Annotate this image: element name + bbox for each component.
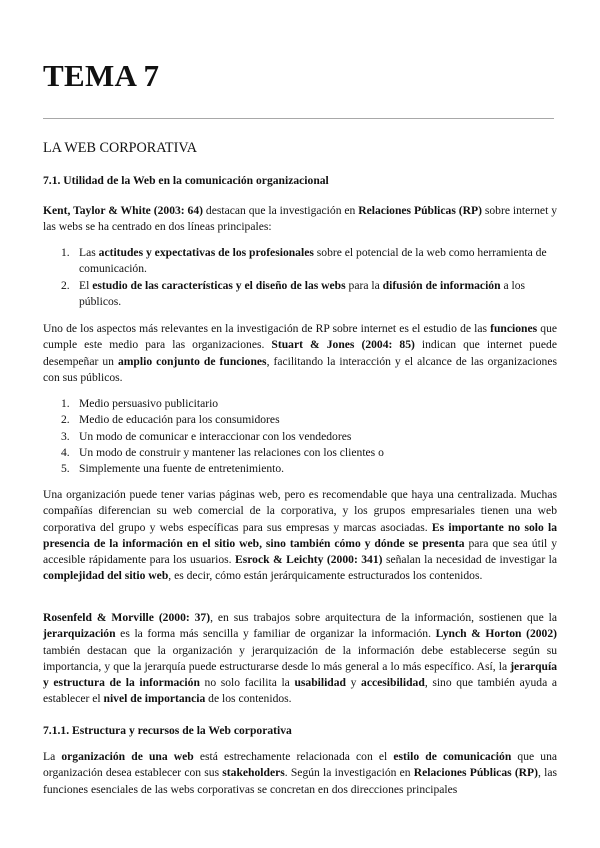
list-item: 4. Un modo de construir y mantener las relaciones con los clientes o [61,445,384,459]
section-7-1-paragraph-2: Uno de los aspectos más relevantes en la investigación de RP sobre internet es el estudio de las funciones que cumple este medio para las organizaciones. Stuart & Jones (2004: 85) indican que internet puede desempeñar un amplio conjunto de funciones, facilitando la interacción y el alcance de las organizaciones con sus públicos. [43,322,558,384]
list-item: 1. Las actitudes y expectativas de los profesionales sobre el potencial de la web como herramienta de comunicación. [61,246,547,276]
research-lines-list [43,245,557,310]
section-7-1-paragraph-1: Kent, Taylor & White (2003: 64) destacan que la investigación en Relaciones Públicas (RP) sobre internet y las webs se ha centrado en dos líneas principales: [43,204,558,234]
list-item: 2. El estudio de las características y el diseño de las webs para la difusión de información a los públicos. [61,278,526,308]
section-7-1-1-heading: 7.1.1. Estructura y recursos de la Web corporativa [43,724,292,737]
list-item: 1. Medio persuasivo publicitario [61,397,219,410]
section-7-1-1-paragraph-1: La organización de una web está estrechamente relacionada con el estilo de comunicación que una organización desea establecer con sus stakeholders. Según la investigación en Relaciones Públicas (RP), las funciones esenciales de las webs corporativas se concretan en dos direcciones principales [43,750,558,796]
list-item: 2. Medio de educación para los consumidores [61,413,280,427]
list-item: 5. Simplemente una fuente de entretenimiento. [61,462,285,476]
section-7-1-paragraph-4: Rosenfeld & Morville (2000: 37), en sus trabajos sobre arquitectura de la información, sostienen que la jerarquización es la forma más sencilla y familiar de organizar la información. Lynch & Horton (2002) también destacan que la organización y jerarquización de la información debe establecerse según su importancia, y que la jerarquía puede estructurarse desde lo más general a lo más específico. Así, la jerarquía y estructura de la información no solo facilita la usabilidad y accesibilidad, sino que también ayuda a establecer el nivel de importancia de los contenidos. [43,611,558,706]
section-7-1-paragraph-3: Una organización puede tener varias páginas web, pero es recomendable que haya una centralizada. Muchas compañías diferencian su web comercial de la corporativa, y los grupos empresariales tienen una web corporativa del grupo y webs específicas para sus empresas y marcas asociadas. Es importante no solo la presencia de la información en el sitio web, sino también cómo y dónde se presenta para que sea útil y accesible rápidamente para los usuarios. Esrock & Leichty (2000: 341) señalan la necesidad de investigar la complejidad del sitio web, es decir, cómo están jerárquicamente estructurados los contenidos. [43,488,557,583]
chapter-title: TEMA 7 [43,58,160,93]
chapter-subtitle: LA WEB CORPORATIVA [43,140,197,156]
section-7-1-heading: 7.1. Utilidad de la Web en la comunicación organizacional [43,174,329,187]
internet-functions-list [43,396,557,477]
horizontal-divider [43,118,554,119]
list-item: 3. Un modo de comunicar e interaccionar con los vendedores [61,429,352,443]
